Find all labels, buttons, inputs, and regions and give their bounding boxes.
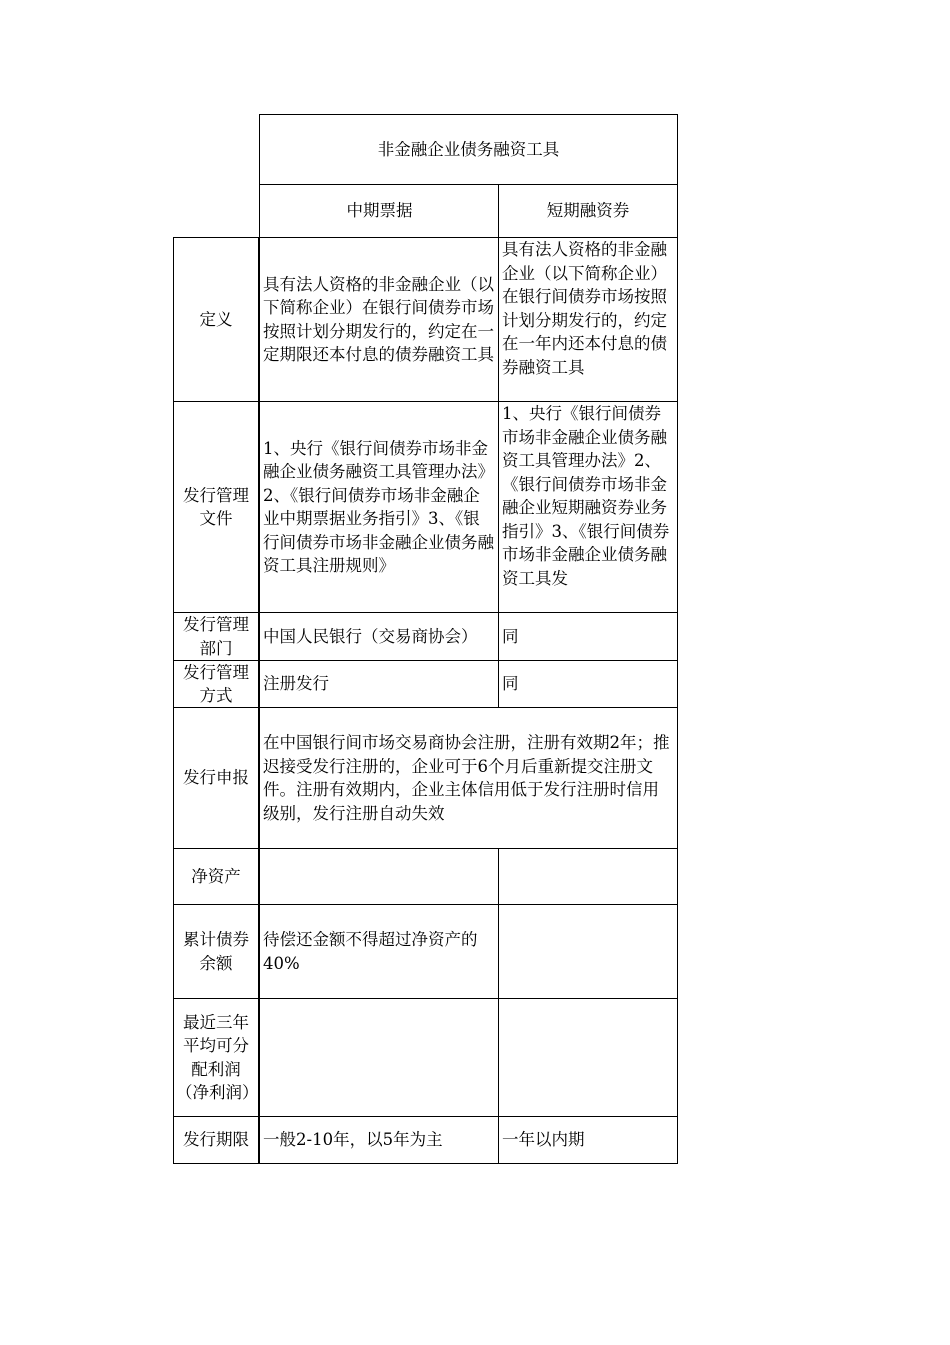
column-header-cp xyxy=(498,184,678,237)
row-label-profit xyxy=(173,998,260,1116)
row-label-term xyxy=(173,1116,260,1164)
row-label-method xyxy=(173,660,260,707)
cell-method-mtn-text: 注册发行 xyxy=(263,674,329,694)
row-label-definition xyxy=(173,237,260,401)
row-label-filing xyxy=(173,707,260,848)
cell-docs-cp-text: 1、央行《银行间债券市场非金融企业债务融资工具管理办法》2、《银行间债券市场非金融企业短期融资券业务指引》3、《银行间债券市场非金融企业债务融资工具发 xyxy=(502,404,670,588)
cell-definition-mtn xyxy=(259,237,499,401)
cell-term-mtn-text: 一般2-10年，以5年为主 xyxy=(263,1130,443,1150)
column-header-mtn xyxy=(259,184,499,237)
cell-term-mtn xyxy=(259,1116,499,1164)
row-label-profit-text: 最近三年平均可分配利润（净利润） xyxy=(176,1012,259,1102)
cell-term-cp xyxy=(498,1116,678,1164)
cell-dept-mtn-text: 中国人民银行（交易商协会） xyxy=(263,626,478,646)
row-label-net-assets xyxy=(173,848,260,904)
cell-definition-cp-text: 具有法人资格的非金融企业（以下简称企业）在银行间债券市场按照计划分期发行的，约定在一年内还本付息的债券融资工具 xyxy=(502,240,667,377)
cell-balance-mtn-text: 待偿还金额不得超过净资产的40% xyxy=(263,930,478,973)
column-header-cp-text: 短期融资券 xyxy=(546,201,630,221)
row-label-term-text: 发行期限 xyxy=(183,1130,249,1150)
table-title xyxy=(259,114,678,184)
row-label-docs-text: 发行管理文件 xyxy=(183,485,249,528)
row-label-balance xyxy=(173,904,260,998)
cell-filing-merged xyxy=(259,707,678,848)
row-label-definition-text: 定义 xyxy=(199,309,233,329)
cell-dept-cp xyxy=(498,612,678,660)
cell-profit-cp xyxy=(498,998,678,1116)
cell-method-cp-text: 同 xyxy=(502,674,519,694)
cell-net-assets-mtn xyxy=(259,848,499,904)
cell-dept-mtn xyxy=(259,612,499,660)
row-label-method-text: 发行管理方式 xyxy=(183,662,249,705)
cell-method-cp xyxy=(498,660,678,707)
cell-definition-cp xyxy=(498,237,678,401)
cell-balance-cp xyxy=(498,904,678,998)
row-label-net-assets-text: 净资产 xyxy=(191,866,241,886)
cell-profit-mtn xyxy=(259,998,499,1116)
cell-docs-mtn xyxy=(259,401,499,612)
table-title-text: 非金融企业债务融资工具 xyxy=(377,139,560,159)
cell-definition-mtn-text: 具有法人资格的非金融企业（以下简称企业）在银行间债券市场按照计划分期发行的，约定在一定期限还本付息的债券融资工具 xyxy=(263,274,494,364)
cell-method-mtn xyxy=(259,660,499,707)
cell-docs-mtn-text: 1、央行《银行间债券市场非金融企业债务融资工具管理办法》2、《银行间债券市场非金融企业中期票据业务指引》3、《银行间债券市场非金融企业债务融资工具注册规则》 xyxy=(263,438,494,575)
row-label-dept xyxy=(173,612,260,660)
cell-balance-mtn xyxy=(259,904,499,998)
row-label-balance-text: 累计债券余额 xyxy=(183,930,249,973)
row-label-docs xyxy=(173,401,260,612)
cell-term-cp-text: 一年以内期 xyxy=(502,1130,585,1150)
cell-filing-text: 在中国银行间市场交易商协会注册，注册有效期2年；推迟接受发行注册的，企业可于6个月后重新提交注册文件。注册有效期内，企业主体信用低于发行注册时信用级别，发行注册自动失效 xyxy=(263,733,670,823)
row-label-dept-text: 发行管理部门 xyxy=(183,615,249,658)
column-header-mtn-text: 中期票据 xyxy=(346,201,413,221)
cell-net-assets-cp xyxy=(498,848,678,904)
cell-docs-cp xyxy=(498,401,678,612)
cell-dept-cp-text: 同 xyxy=(502,626,519,646)
row-label-filing-text: 发行申报 xyxy=(183,768,249,788)
